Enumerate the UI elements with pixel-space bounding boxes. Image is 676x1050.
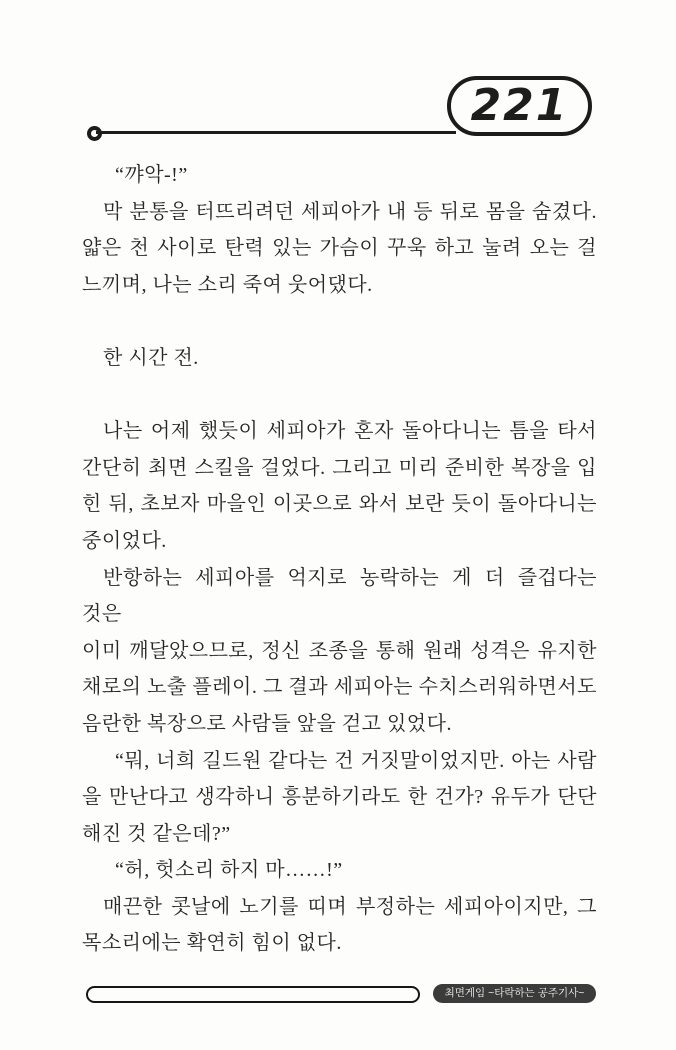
text-line: 채로의 노출 플레이. 그 결과 세피아는 수치스러워하면서도 xyxy=(82,676,597,699)
page-number-box xyxy=(447,76,592,136)
text-line: 이미 깨달았으므로, 정신 조종을 통해 원래 성격은 유지한 xyxy=(82,639,597,662)
text-line: 나는 어제 했듯이 세피아가 혼자 돌아다니는 틈을 타서 xyxy=(103,420,597,443)
body-text xyxy=(82,157,597,962)
text-line xyxy=(82,377,597,414)
text-line: 간단히 최면 스킬을 걸었다. 그리고 미리 준비한 복장을 입 xyxy=(82,456,597,479)
text-line: 해진 것 같은데?” xyxy=(82,822,231,845)
text-line: 느끼며, 나는 소리 죽여 웃어댔다. xyxy=(82,273,373,296)
text-line: “뭐, 너희 길드원 같다는 건 거짓말이었지만. 아는 사람 xyxy=(115,749,597,772)
text-line: 얇은 천 사이로 탄력 있는 가슴이 꾸욱 하고 눌려 오는 걸 xyxy=(82,237,597,260)
text-line: 매끈한 콧날에 노기를 띠며 부정하는 세피아이지만, 그 xyxy=(103,895,597,918)
text-line xyxy=(82,303,597,340)
text-line: 한 시간 전. xyxy=(103,346,199,369)
text-line: 목소리에는 확연히 힘이 없다. xyxy=(82,932,342,955)
text-line: 반항하는 세피아를 억지로 농락하는 게 더 즐겁다는 것은 xyxy=(82,566,597,626)
text-line: 을 만난다고 생각하니 흥분하기라도 한 건가? 유두가 단단 xyxy=(82,786,597,809)
text-line: 음란한 복장으로 사람들 앞을 걷고 있었다. xyxy=(82,712,452,735)
text-line: 막 분통을 터뜨리려던 세피아가 내 등 뒤로 몸을 숨겼다. xyxy=(103,200,597,223)
series-title-label: 최면게임 ~타락하는 공주기사~ xyxy=(444,987,585,1000)
text-line: 힌 뒤, 초보자 마을인 이곳으로 와서 보란 듯이 돌아다니는 xyxy=(82,493,597,516)
footer-pill-ornament xyxy=(86,986,420,1003)
header-rule-line xyxy=(96,131,456,134)
text-line: “허, 헛소리 하지 마……!” xyxy=(115,859,343,882)
page-number: 221 xyxy=(470,79,569,131)
text-line: “꺄악-!” xyxy=(115,164,188,186)
series-title-badge xyxy=(433,984,596,1003)
text-line: 중이었다. xyxy=(82,529,167,552)
